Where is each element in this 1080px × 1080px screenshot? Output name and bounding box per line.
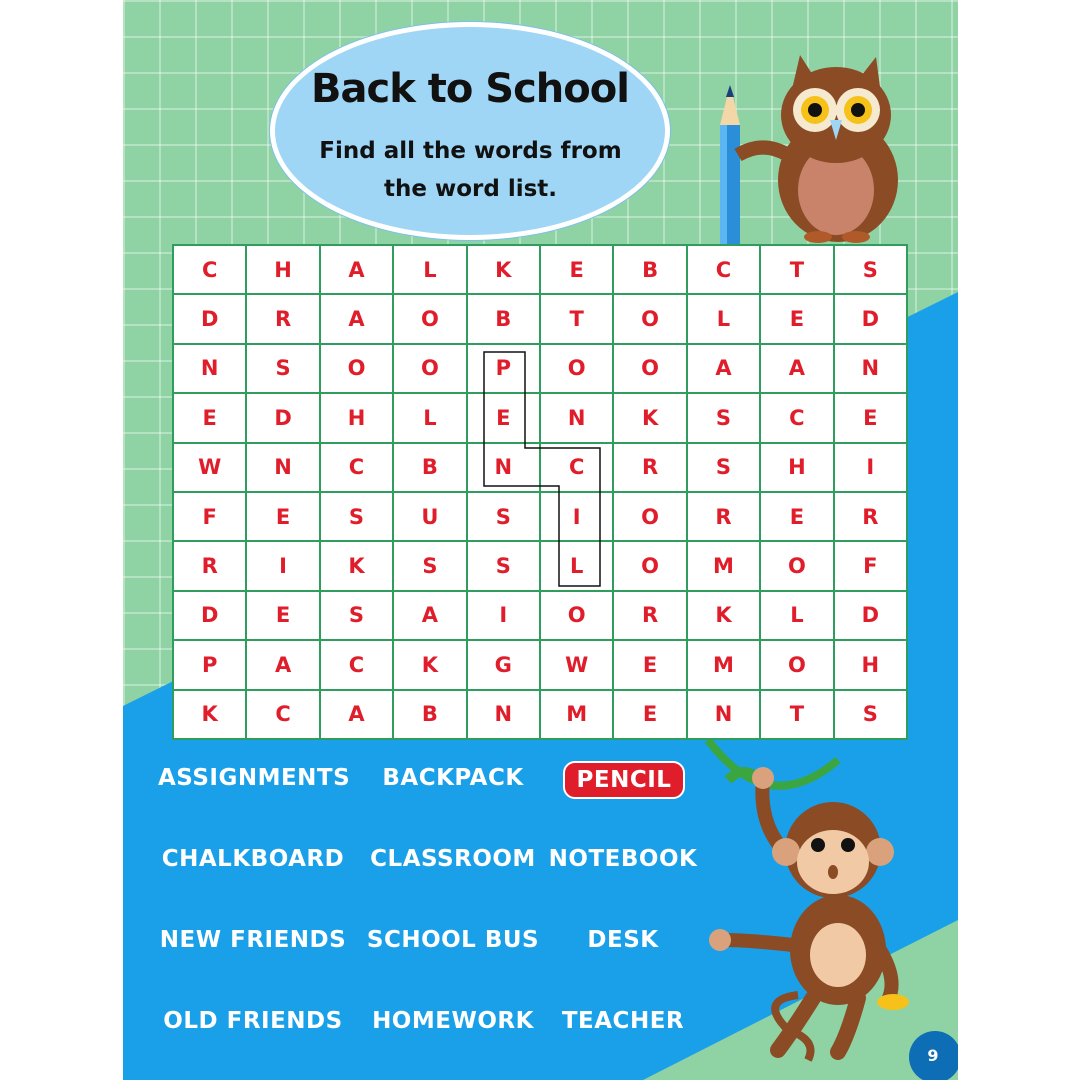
grid-cell[interactable]: S: [688, 444, 759, 491]
grid-cell[interactable]: O: [394, 345, 465, 392]
grid-cell[interactable]: S: [468, 542, 539, 589]
grid-cell[interactable]: K: [321, 542, 392, 589]
grid-cell[interactable]: A: [761, 345, 832, 392]
grid-cell[interactable]: O: [614, 542, 685, 589]
grid-cell[interactable]: M: [541, 691, 612, 738]
grid-cell[interactable]: S: [394, 542, 465, 589]
page-number: 9: [909, 1031, 958, 1080]
grid-cell[interactable]: N: [468, 444, 539, 491]
grid-cell[interactable]: O: [541, 345, 612, 392]
grid-cell[interactable]: O: [614, 345, 685, 392]
word-list-item: CHALKBOARD: [161, 846, 345, 872]
grid-cell[interactable]: S: [247, 345, 318, 392]
grid-cell[interactable]: E: [541, 246, 612, 293]
grid-cell[interactable]: E: [247, 592, 318, 639]
monkey-icon: [698, 740, 918, 1070]
grid-cell[interactable]: I: [468, 592, 539, 639]
grid-cell[interactable]: D: [174, 592, 245, 639]
grid-cell[interactable]: T: [761, 246, 832, 293]
word-list-item: ASSIGNMENTS: [158, 765, 351, 791]
grid-cell[interactable]: S: [468, 493, 539, 540]
grid-cell[interactable]: R: [174, 542, 245, 589]
grid-cell[interactable]: E: [614, 641, 685, 688]
grid-cell[interactable]: A: [394, 592, 465, 639]
grid-cell[interactable]: E: [468, 394, 539, 441]
grid-cell[interactable]: U: [394, 493, 465, 540]
grid-cell[interactable]: L: [761, 592, 832, 639]
grid-cell[interactable]: O: [614, 295, 685, 342]
grid-cell[interactable]: S: [835, 691, 906, 738]
grid-cell[interactable]: I: [247, 542, 318, 589]
word-list-item: CLASSROOM: [370, 846, 536, 872]
grid-cell[interactable]: I: [835, 444, 906, 491]
grid-cell[interactable]: W: [174, 444, 245, 491]
grid-cell[interactable]: R: [614, 444, 685, 491]
grid-cell[interactable]: B: [394, 444, 465, 491]
grid-cell[interactable]: N: [468, 691, 539, 738]
grid-cell[interactable]: K: [174, 691, 245, 738]
page-title: Back to School: [311, 66, 629, 112]
grid-cell[interactable]: C: [321, 641, 392, 688]
grid-cell[interactable]: P: [174, 641, 245, 688]
grid-cell[interactable]: O: [761, 641, 832, 688]
workbook-page: [123, 0, 958, 1080]
grid-cell[interactable]: T: [761, 691, 832, 738]
grid-cell[interactable]: D: [247, 394, 318, 441]
grid-cell[interactable]: M: [688, 542, 759, 589]
grid-cell[interactable]: L: [541, 542, 612, 589]
pencil-icon: [720, 85, 740, 245]
grid-cell[interactable]: S: [688, 394, 759, 441]
grid-cell[interactable]: N: [835, 345, 906, 392]
grid-cell[interactable]: R: [835, 493, 906, 540]
grid-cell[interactable]: K: [468, 246, 539, 293]
grid-cell[interactable]: E: [614, 691, 685, 738]
grid-cell[interactable]: E: [761, 493, 832, 540]
grid-cell[interactable]: W: [541, 641, 612, 688]
grid-cell[interactable]: C: [321, 444, 392, 491]
grid-cell[interactable]: R: [688, 493, 759, 540]
word-list-item: TEACHER: [561, 1008, 685, 1034]
grid-cell[interactable]: O: [614, 493, 685, 540]
grid-cell[interactable]: O: [321, 345, 392, 392]
grid-cell[interactable]: S: [835, 246, 906, 293]
grid-cell[interactable]: P: [468, 345, 539, 392]
grid-cell[interactable]: E: [174, 394, 245, 441]
grid-cell[interactable]: E: [835, 394, 906, 441]
grid-cell[interactable]: N: [247, 444, 318, 491]
grid-cell[interactable]: H: [835, 641, 906, 688]
grid-cell[interactable]: O: [394, 295, 465, 342]
grid-cell[interactable]: A: [247, 641, 318, 688]
grid-cell[interactable]: N: [688, 691, 759, 738]
word-list-item: NEW FRIENDS: [159, 927, 347, 953]
word-list-item: SCHOOL BUS: [366, 927, 540, 953]
grid-cell[interactable]: S: [321, 493, 392, 540]
grid-cell[interactable]: N: [541, 394, 612, 441]
grid-cell[interactable]: L: [394, 246, 465, 293]
grid-cell[interactable]: A: [321, 295, 392, 342]
grid-cell[interactable]: A: [688, 345, 759, 392]
grid-cell[interactable]: R: [614, 592, 685, 639]
word-list-item: OLD FRIENDS: [163, 1008, 343, 1034]
word-list-item: HOMEWORK: [372, 1008, 534, 1034]
grid-cell[interactable]: K: [688, 592, 759, 639]
grid-cell[interactable]: T: [541, 295, 612, 342]
grid-cell[interactable]: C: [541, 444, 612, 491]
grid-cell[interactable]: E: [761, 295, 832, 342]
grid-cell[interactable]: S: [321, 592, 392, 639]
word-list-item: PENCIL: [563, 761, 685, 799]
grid-cell[interactable]: L: [394, 394, 465, 441]
grid-cell[interactable]: K: [394, 641, 465, 688]
grid-cell[interactable]: O: [541, 592, 612, 639]
grid-cell[interactable]: G: [468, 641, 539, 688]
grid-cell[interactable]: L: [688, 295, 759, 342]
grid-cell[interactable]: E: [247, 493, 318, 540]
grid-cell[interactable]: D: [835, 295, 906, 342]
grid-cell[interactable]: B: [614, 246, 685, 293]
word-list-item: NOTEBOOK: [548, 846, 698, 872]
grid-cell[interactable]: M: [688, 641, 759, 688]
grid-cell[interactable]: H: [247, 246, 318, 293]
grid-cell[interactable]: I: [541, 493, 612, 540]
grid-cell[interactable]: B: [394, 691, 465, 738]
grid-cell[interactable]: O: [761, 542, 832, 589]
grid-cell[interactable]: D: [835, 592, 906, 639]
grid-cell[interactable]: B: [468, 295, 539, 342]
grid-cell[interactable]: H: [321, 394, 392, 441]
grid-cell[interactable]: F: [835, 542, 906, 589]
grid-cell[interactable]: C: [761, 394, 832, 441]
grid-cell[interactable]: C: [247, 691, 318, 738]
word-list-item: DESK: [587, 927, 659, 953]
word-list-item: BACKPACK: [382, 765, 524, 791]
word-search-grid: [172, 244, 908, 740]
grid-cell[interactable]: A: [321, 246, 392, 293]
grid-cell[interactable]: C: [174, 246, 245, 293]
grid-cell[interactable]: K: [614, 394, 685, 441]
grid-cell[interactable]: A: [321, 691, 392, 738]
grid-cell[interactable]: H: [761, 444, 832, 491]
page-subtitle: Find all the words from the word list.: [319, 138, 622, 202]
grid-cell[interactable]: F: [174, 493, 245, 540]
grid-cell[interactable]: D: [174, 295, 245, 342]
grid-cell[interactable]: C: [688, 246, 759, 293]
owl-icon: [708, 45, 918, 245]
grid-cell[interactable]: R: [247, 295, 318, 342]
grid-cell[interactable]: N: [174, 345, 245, 392]
